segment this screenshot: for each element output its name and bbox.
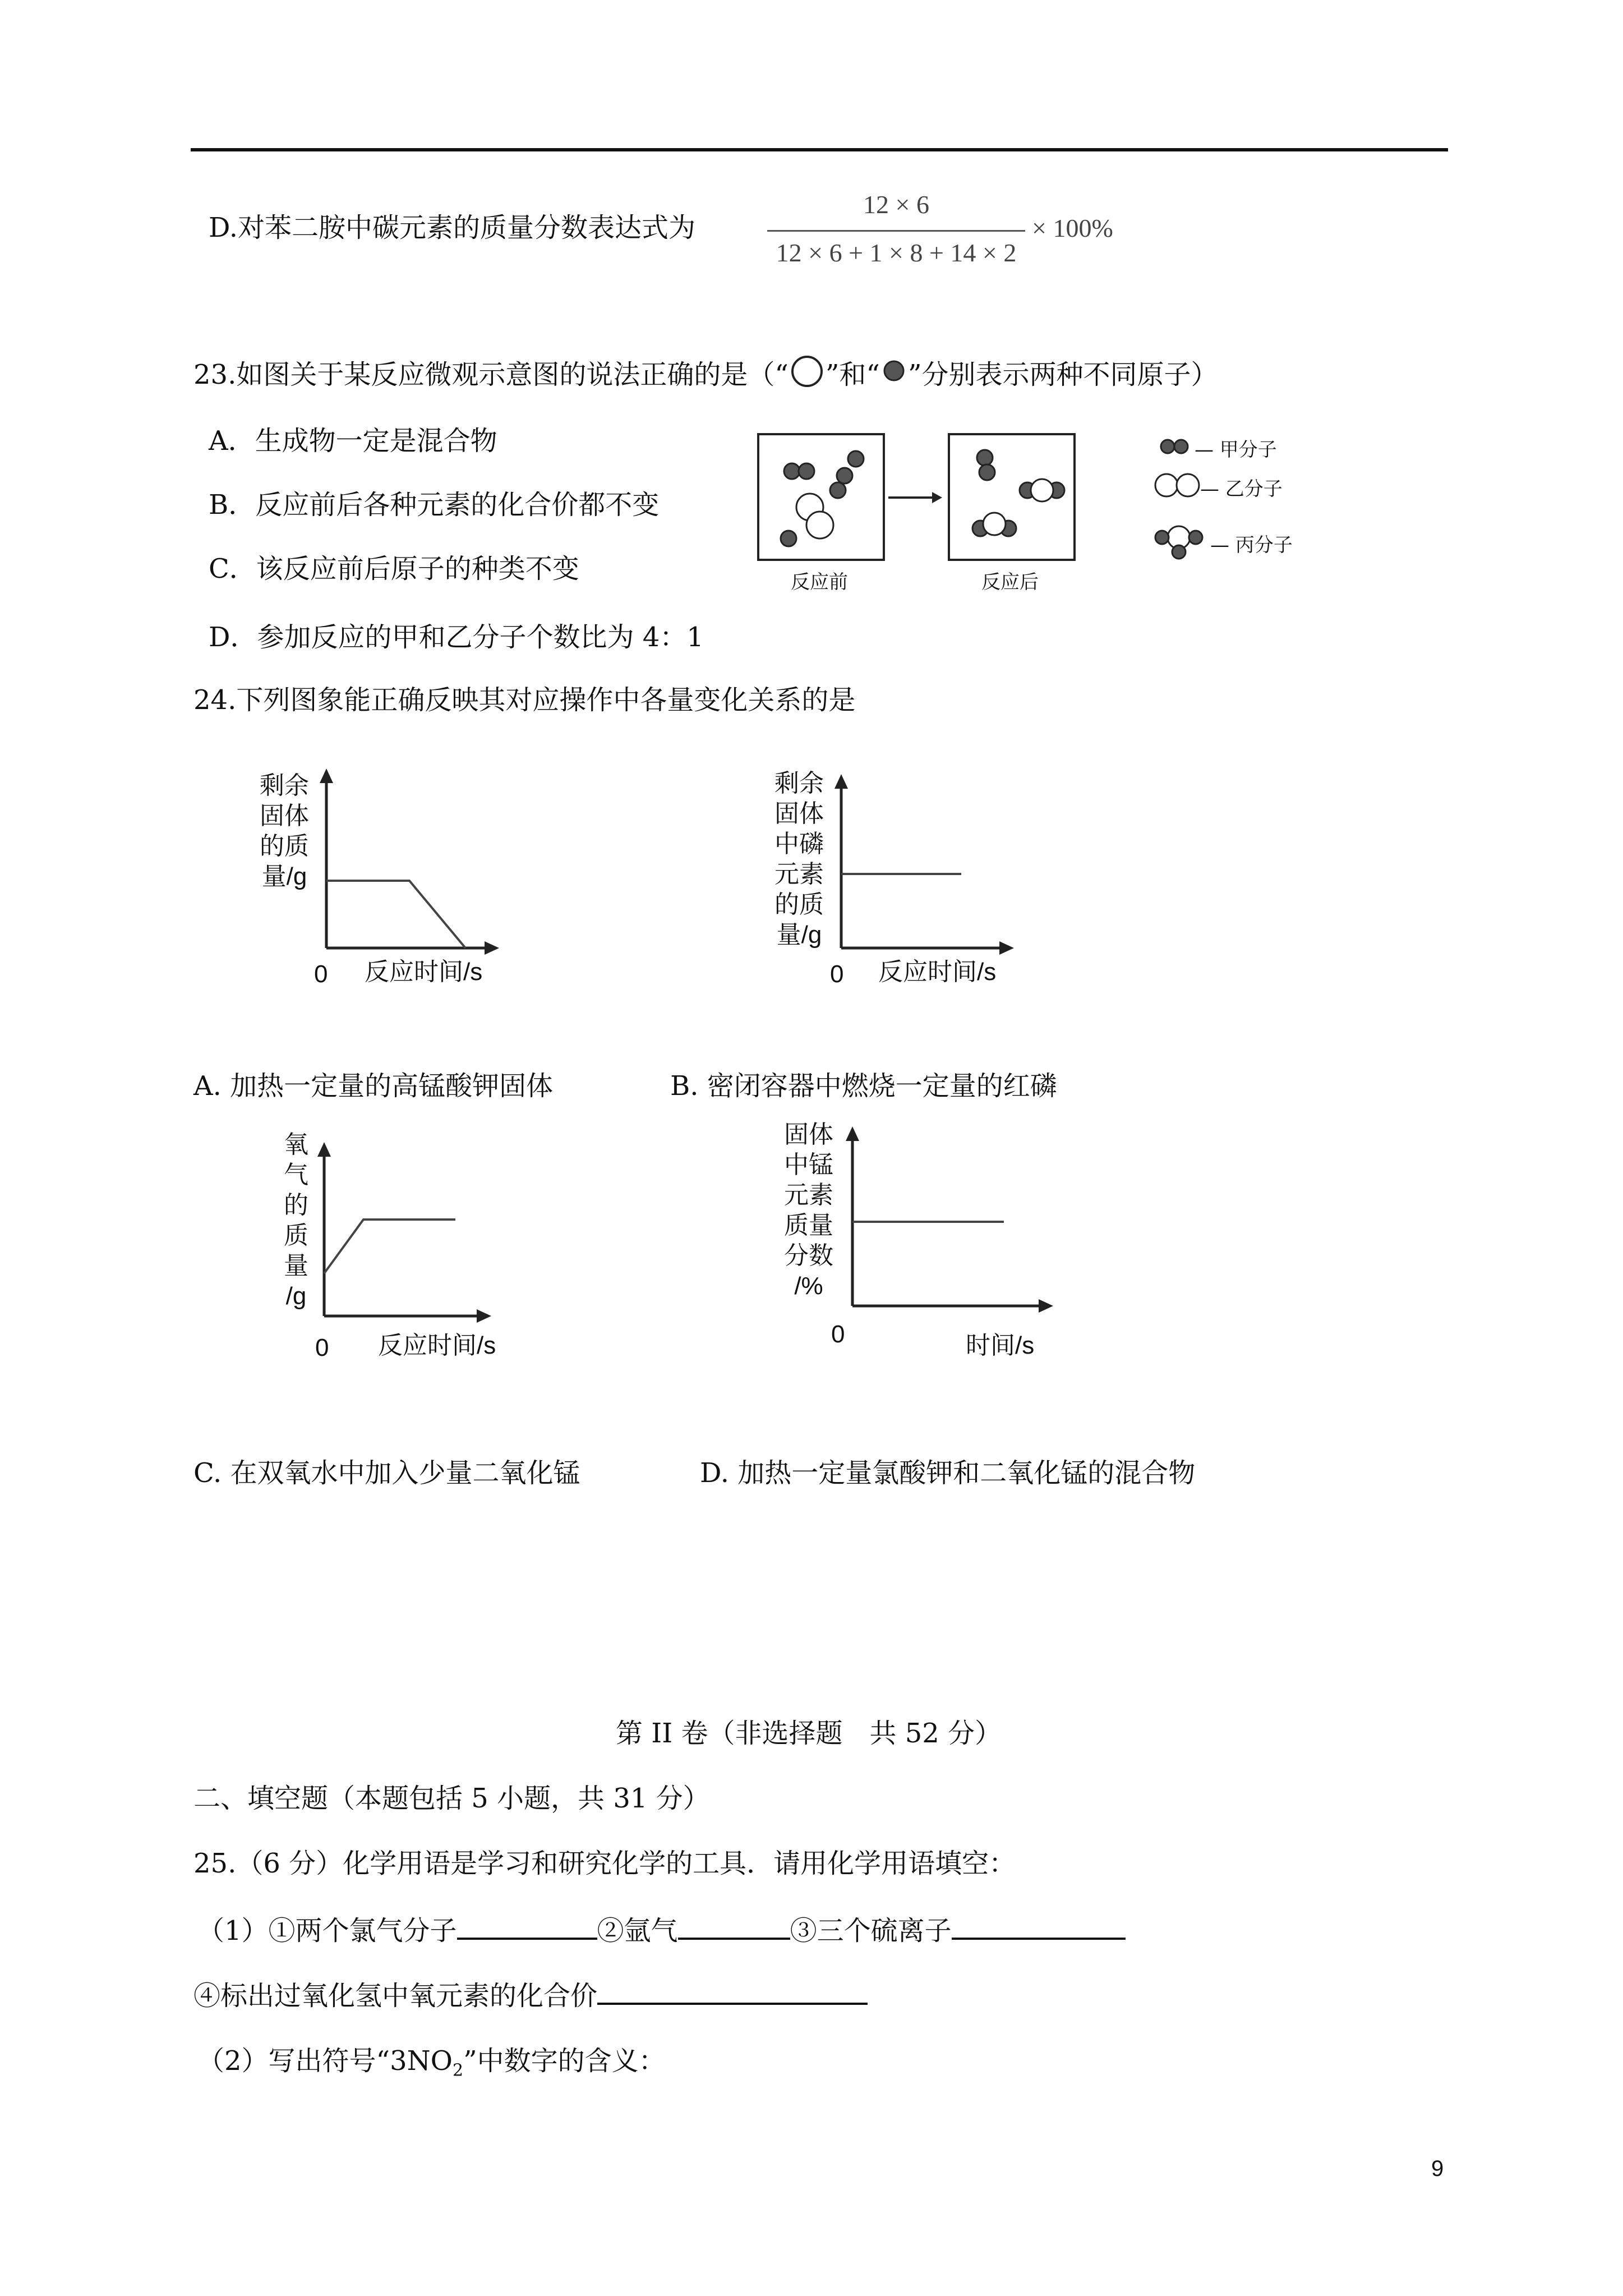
chart-c-ylabel-line: 质 — [284, 1222, 308, 1249]
q23-option-c: C．该反应前后原子的种类不变 — [209, 553, 579, 585]
after-box — [948, 433, 1076, 561]
answer-blank-3[interactable] — [952, 1913, 1126, 1940]
q25-1-argon: ②氩气 — [597, 1915, 678, 1947]
chart-b-y-arrow — [834, 774, 848, 789]
chart-b-ylabel-line: 固体 — [774, 800, 824, 827]
chart-c-origin: 0 — [315, 1334, 329, 1361]
chart-a-ylabel-line: 量/g — [261, 863, 307, 890]
chart-b-ylabel-line: 的质 — [774, 891, 824, 918]
chart-b-plot — [829, 774, 1020, 959]
q23-stem-part-a: 23.如图关于某反应微观示意图的说法正确的是（“ — [193, 359, 789, 390]
chart-d-origin: 0 — [831, 1320, 845, 1348]
chart-d-xlabel: 时间/s — [966, 1332, 1035, 1359]
chart-b-ylabel-line: 量/g — [776, 921, 822, 949]
legend-bing: — 丙分子 — [1210, 534, 1293, 556]
chart-b-ylabel — [768, 769, 830, 950]
chart-d-x-arrow — [1039, 1299, 1053, 1313]
answer-blank-2[interactable] — [678, 1913, 790, 1940]
chart-a-xlabel: 反应时间/s — [365, 958, 483, 986]
fraction-tail: × 100% — [1032, 214, 1113, 242]
q25-part2-line — [197, 2044, 666, 2088]
chart-b-ylabel-line: 元素 — [774, 861, 824, 888]
before-box — [757, 433, 885, 561]
page-number: 9 — [1431, 2156, 1444, 2181]
q25-1-sulfide: ③三个硫离子 — [790, 1915, 952, 1947]
chart-d-ylabel-line: 中锰 — [784, 1151, 833, 1179]
q25-stem: 25.（6 分）化学用语是学习和研究化学的工具．请用化学用语填空： — [193, 1848, 1016, 1879]
after-label: 反应后 — [981, 571, 1039, 593]
chart-c-ylabel-line: /g — [285, 1282, 307, 1310]
chart-a-ylabel-line: 剩余 — [260, 772, 309, 799]
chart-b-ylabel-line: 剩余 — [774, 770, 824, 797]
chart-d-ylabel-line: 固体 — [784, 1121, 833, 1148]
q25-1-chlorine: （1）①两个氯气分子 — [197, 1915, 457, 1947]
q25-2-post: ”中数字的含义： — [463, 2045, 666, 2077]
volume-title: 第 II 卷（非选择题 共 52 分） — [616, 1718, 1002, 1749]
answer-blank-4[interactable] — [597, 1978, 868, 2005]
chart-a-ylabel — [253, 771, 315, 892]
q23-stem-part-b: ”和“ — [825, 359, 880, 390]
q23-option-a: A．生成物一定是混合物 — [209, 425, 497, 457]
chart-d-ylabel — [781, 1120, 837, 1301]
chart-c-ylabel-line: 的 — [284, 1191, 308, 1219]
answer-blank-1[interactable] — [457, 1913, 597, 1940]
jia-molecule-icon — [1159, 436, 1192, 457]
fraction-bar — [767, 230, 1025, 232]
chart-b-caption: B. 密闭容器中燃烧一定量的红磷 — [670, 1070, 1057, 1102]
q23-stem — [193, 355, 1218, 396]
q25-2-subscript: 2 — [452, 2060, 464, 2081]
chart-a-series-line — [326, 881, 465, 948]
chart-a-plot — [314, 769, 505, 959]
legend-jia: — 甲分子 — [1195, 439, 1277, 461]
chart-d-ylabel-line: 元素 — [784, 1181, 833, 1209]
chart-d-plot — [840, 1126, 1059, 1317]
chart-a-y-arrow — [320, 769, 333, 783]
chart-c-ylabel — [279, 1130, 313, 1312]
chart-a-origin: 0 — [314, 960, 328, 988]
q23-option-b: B．反应前后各种元素的化合价都不变 — [209, 489, 660, 521]
chart-c-x-arrow — [477, 1309, 491, 1323]
chart-c-caption: C. 在双氧水中加入少量二氧化锰 — [193, 1457, 580, 1489]
part-title: 二、填空题（本题包括 5 小题，共 31 分） — [193, 1783, 710, 1814]
bing-molecule-icon — [1152, 522, 1206, 561]
white-atom-icon — [789, 355, 826, 396]
chart-c-ylabel-line: 气 — [284, 1161, 308, 1189]
after-molecules — [950, 435, 1073, 559]
q25-2-pre: （2）写出符号“3NO — [197, 2045, 453, 2077]
chart-d-ylabel-line: 分数 — [784, 1242, 833, 1269]
fraction-denominator: 12 × 6 + 1 × 8 + 14 × 2 — [776, 238, 1017, 267]
q24-stem: 24.下列图象能正确反映其对应操作中各量变化关系的是 — [193, 684, 856, 716]
chart-c-ylabel-line: 氧 — [284, 1131, 308, 1158]
chart-d-ylabel-line: /% — [794, 1272, 823, 1300]
q22-option-d: D.对苯二胺中碳元素的质量分数表达式为 — [209, 212, 696, 243]
chart-c-y-arrow — [317, 1142, 331, 1157]
yi-molecule-icon — [1154, 471, 1201, 499]
legend-yi: — 乙分子 — [1200, 478, 1283, 500]
header-rule — [191, 148, 1448, 151]
chart-b-ylabel-line: 中磷 — [774, 830, 824, 858]
chart-d-ylabel-line: 质量 — [784, 1212, 833, 1239]
q25-1-peroxide: ④标出过氧化氢中氧元素的化合价 — [193, 1980, 598, 2012]
chart-b-origin: 0 — [830, 960, 844, 988]
chart-a-ylabel-line: 固体 — [260, 802, 309, 830]
chart-c-ylabel-line: 量 — [284, 1252, 308, 1280]
chart-d-caption: D. 加热一定量氯酸钾和二氧化锰的混合物 — [700, 1457, 1196, 1489]
chart-a-ylabel-line: 的质 — [260, 832, 309, 860]
chart-a-caption: A. 加热一定量的高锰酸钾固体 — [193, 1070, 554, 1102]
chart-d-y-arrow — [846, 1126, 859, 1141]
chart-b-xlabel: 反应时间/s — [878, 958, 997, 986]
chart-c-plot — [312, 1142, 497, 1327]
fraction-numerator: 12 × 6 — [863, 190, 929, 219]
before-label: 反应前 — [791, 571, 848, 593]
carbon-fraction-formula — [767, 185, 1115, 275]
chart-c-series-line — [324, 1220, 455, 1273]
q25-part1-line2 — [193, 1978, 868, 2013]
before-molecules — [759, 435, 883, 559]
chart-a-x-arrow — [485, 941, 499, 955]
q23-stem-part-c: ”分别表示两种不同原子） — [907, 359, 1218, 390]
q25-part1-line — [197, 1913, 1126, 1948]
reaction-arrow-icon — [887, 489, 943, 506]
dark-atom-icon — [880, 357, 908, 393]
q23-option-d: D．参加反应的甲和乙分子个数比为 4：1 — [209, 622, 704, 653]
chart-b-x-arrow — [999, 941, 1014, 955]
chart-c-xlabel: 反应时间/s — [378, 1332, 496, 1359]
